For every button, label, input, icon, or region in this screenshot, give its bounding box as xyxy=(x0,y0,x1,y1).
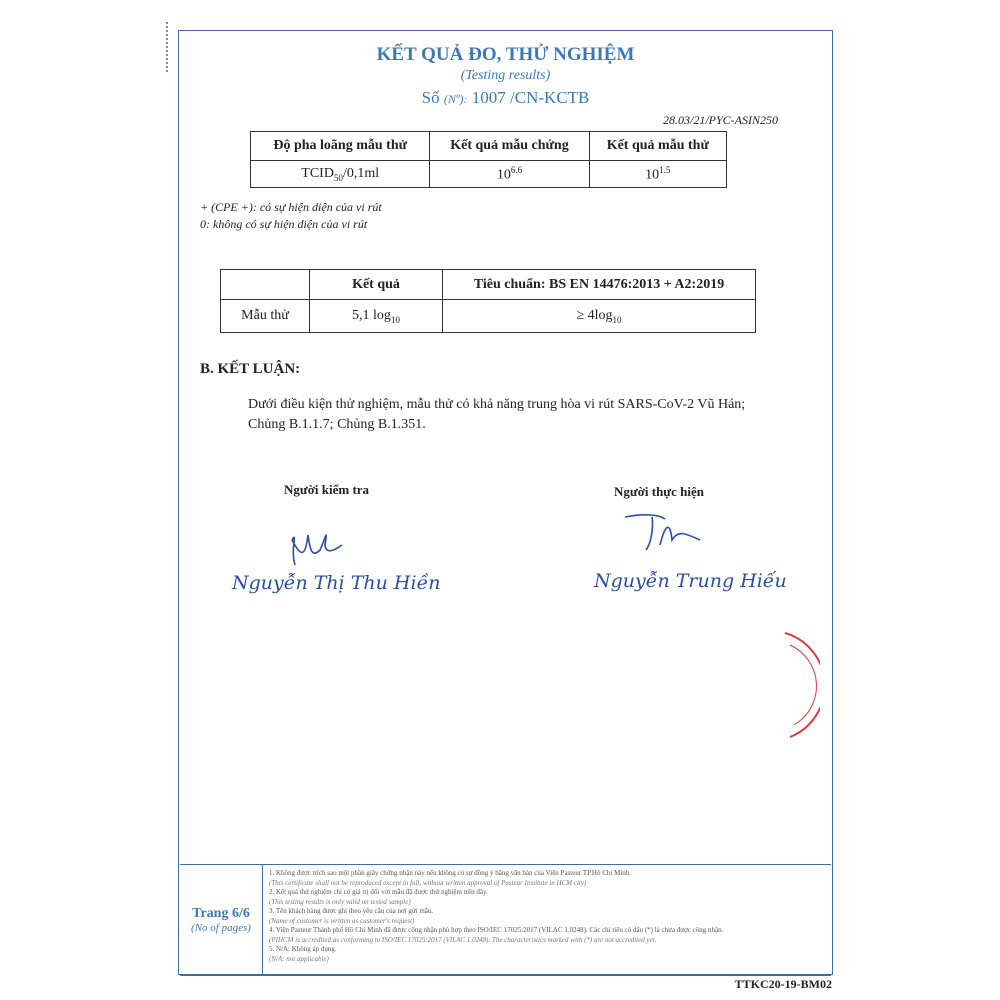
footer-notes xyxy=(263,865,831,975)
performer-name: Nguyễn Trung Hiếu xyxy=(594,570,787,592)
table-row xyxy=(221,300,756,333)
number-value: 1007 /CN-KCTB xyxy=(471,88,590,107)
footer-note-en: (This certificate shall not be reproduced except in full, without written approval of Pasteur Institute in HCM city) xyxy=(269,878,587,887)
dilution-table xyxy=(250,131,727,188)
conclusion-text: Dưới điều kiện thử nghiệm, mẫu thử có khả năng trung hòa vi rút SARS-CoV-2 Vũ Hán; Chủng B.1.1.7; Chủng B.1.351. xyxy=(248,397,746,432)
official-stamp xyxy=(760,625,820,745)
number-label-en: (Nº): xyxy=(443,92,468,106)
col-header: Kết quả mẫu chứng xyxy=(430,132,589,161)
footer-note: 2. Kết quả thử nghiệm chỉ có giá trị đối với mẫu đã được thử nghiệm trên đây. xyxy=(269,888,488,896)
dilution-cell: $TCID_{50}/0,1ml$ xyxy=(251,161,430,188)
sample-result-cell: $10^{1.5}$ xyxy=(589,161,726,188)
col-header xyxy=(221,270,310,300)
control-result-cell: $10^{6.6}$ xyxy=(430,161,589,188)
row-label: Mẫu thử xyxy=(221,300,310,333)
footer-note: 3. Tên khách hàng được ghi theo yêu cầu của nơi gửi mẫu. xyxy=(269,907,434,915)
footer-note-en: (N/A: not applicable) xyxy=(269,954,329,963)
checker-signature xyxy=(280,520,350,575)
footer-note: 4. Viện Pasteur Thành phố Hồ Chí Minh đã được công nhận phù hợp theo ISO/IEC 17025:2017 (VILAC 1.0248). Các chỉ tiêu có dấu (*) là chưa được công nhận. xyxy=(269,926,724,934)
footer-note-en: (Name of customer is written as customer's request) xyxy=(269,916,415,925)
footer-note-en: (PIHCM is accredited as conforming to ISO/IEC 17025:2017 (VILAC 1.0248). The characteristics marked with (*) are not accredited yet. xyxy=(269,935,657,944)
legend-note: + (CPE +): có sự hiện diện của vi rút xyxy=(200,200,382,214)
number-label: Số xyxy=(421,88,440,107)
checker-label: Người kiểm tra xyxy=(284,482,370,497)
col-header: Kết quả mẫu thử xyxy=(589,132,726,161)
col-header: Kết quả xyxy=(310,270,443,300)
page-number: Trang 6/6 xyxy=(192,906,250,921)
document-subtitle: (Testing results) xyxy=(460,68,551,83)
col-header: Độ pha loãng mẫu thử xyxy=(251,132,430,161)
form-code: TTKC20-19-BM02 xyxy=(734,977,832,991)
standard-cell: ≥ $4\log_{10}$ xyxy=(443,300,756,333)
reference-code: 28.03/21/PYC-ASIN250 xyxy=(662,113,778,127)
col-header: Tiêu chuẩn: BS EN 14476:2013 + A2:2019 xyxy=(443,270,756,300)
performer-label: Người thực hiện xyxy=(614,484,704,499)
legend-note: 0: không có sự hiện diện của vi rút xyxy=(200,217,368,231)
document-number xyxy=(178,88,833,108)
performer-signature xyxy=(620,505,710,555)
page-number-en: (No of pages) xyxy=(191,922,251,934)
result-cell: 5,1 $\log_{10}$ xyxy=(310,300,443,333)
checker-name: Nguyễn Thị Thu Hiền xyxy=(232,572,441,594)
footer-note: 1. Không được trích sao một phần giấy chứng nhận này nếu không có sự đồng ý bằng văn bản của Viện Pasteur TP.Hồ Chí Minh. xyxy=(269,869,632,877)
footer-box xyxy=(180,864,831,976)
punch-marks xyxy=(166,22,170,72)
result-table xyxy=(220,269,756,333)
footer-note: 5. N/A: Không áp dụng. xyxy=(269,945,337,953)
document-title: KẾT QUẢ ĐO, THỬ NGHIỆM xyxy=(376,44,635,65)
conclusion-heading: B. KẾT LUẬN: xyxy=(200,361,301,377)
footer-note-en: (This testing results is only valid on tested sample) xyxy=(269,897,411,906)
table-row xyxy=(251,161,727,188)
